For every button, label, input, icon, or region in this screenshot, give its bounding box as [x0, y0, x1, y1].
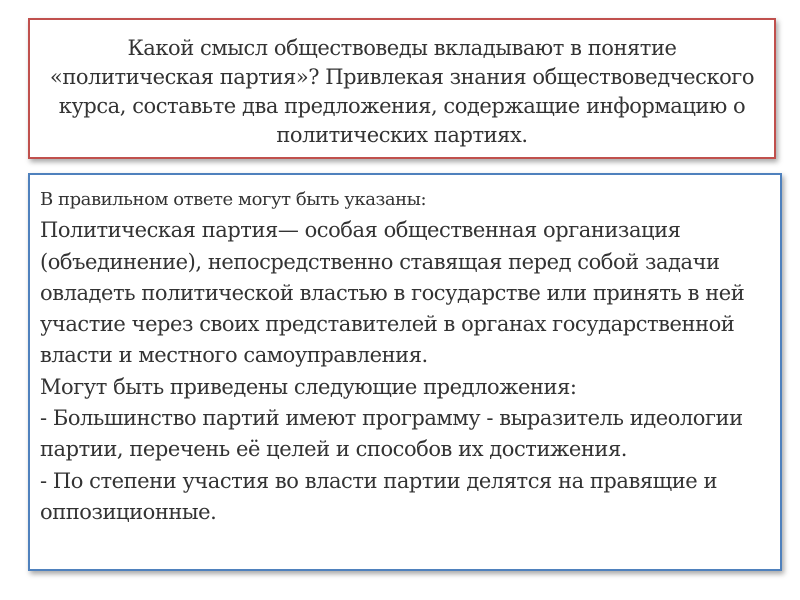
answer-line: (объединение), непосредственно ставящая перед собой задачи	[40, 249, 720, 274]
answer-line: власти и местного самоуправления.	[40, 343, 428, 368]
answer-box	[28, 173, 782, 571]
answer-line: овладеть политической властью в государстве или принять в ней	[40, 280, 745, 305]
question-box	[28, 18, 776, 159]
question-text: Какой смысл обществоведы вкладывают в понятие «политическая партия»? Привлекая знания обществоведческого курса, составьте два предложения, содержащие информацию о политических партиях.	[49, 36, 755, 147]
answer-line: участие через своих представителей в органах государственной	[40, 312, 735, 337]
answer-line: - По степени участия во власти партии делятся на правящие и	[40, 468, 718, 493]
answer-intro-line: В правильном ответе могут быть указаны:	[40, 189, 427, 210]
answer-line: Политическая партия— особая общественная организация	[40, 218, 681, 243]
answer-line: Могут быть приведены следующие предложения:	[40, 374, 577, 399]
answer-line: - Большинство партий имеют программу - выразитель идеологии	[40, 406, 743, 431]
answer-line: партии, перечень её целей и способов их достижения.	[40, 437, 627, 462]
answer-line: оппозиционные.	[40, 499, 217, 524]
